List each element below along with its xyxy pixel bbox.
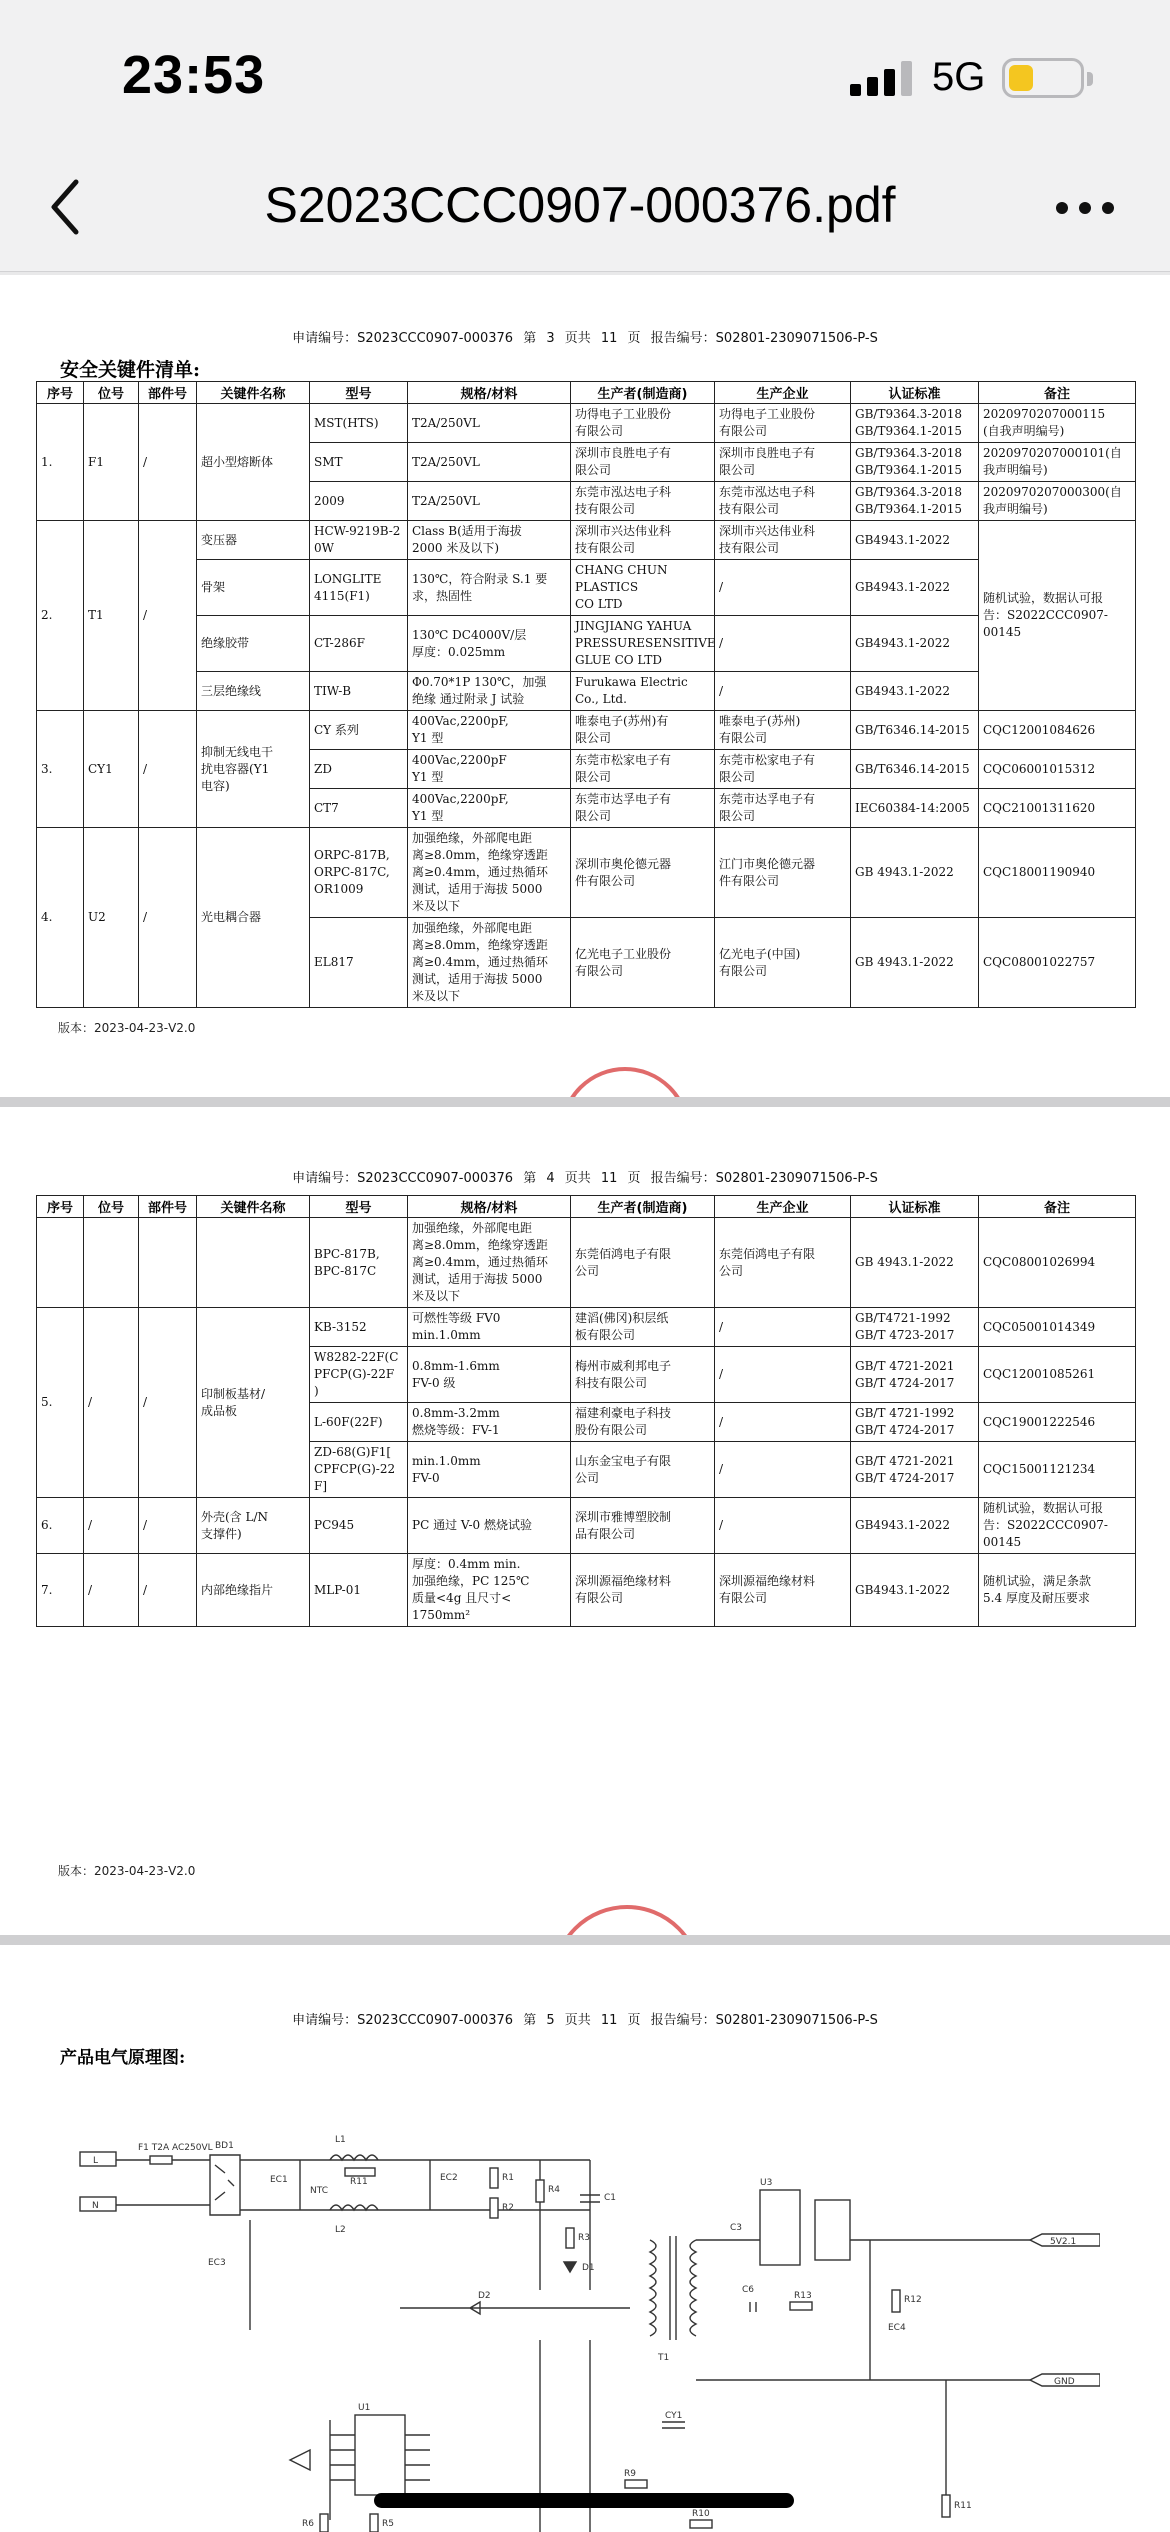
table-cell: 骨架	[197, 560, 310, 616]
table-header-cell: 备注	[979, 1196, 1136, 1218]
circuit-schematic	[70, 2040, 1100, 2532]
table-cell: GB4943.1-2022	[851, 560, 979, 616]
table-cell: Φ0.70*1P 130℃，加强 绝缘 通过附录 J 试验	[408, 672, 571, 711]
schem-label: EC1	[270, 2175, 288, 2185]
schem-label: R9	[624, 2469, 636, 2479]
table-cell: /	[715, 560, 851, 616]
table-cell: /	[715, 1308, 851, 1347]
table-cell: ZD	[310, 750, 408, 789]
table-cell: /	[715, 1442, 851, 1498]
table-cell: 2020970207000300(自 我声明编号)	[979, 482, 1136, 521]
table-cell: CY 系列	[310, 711, 408, 750]
table-cell: CQC12001084626	[979, 711, 1136, 750]
table-cell: CHANG CHUN PLASTICS CO LTD	[571, 560, 715, 616]
table-header-cell: 位号	[84, 1196, 139, 1218]
table-cell: GB/T 4721-2021 GB/T 4724-2017	[851, 1442, 979, 1498]
table-cell: TIW-B	[310, 672, 408, 711]
page-header: 申请编号：S2023CCC0907-000376 第 5 页共 11 页 报告编号：S02801-2309071506-P-S	[292, 2013, 878, 2028]
table-cell: T2A/250VL	[408, 482, 571, 521]
table-cell: /	[139, 1498, 197, 1554]
table-cell: 加强绝缘，外部爬电距 离≥8.0mm，绝缘穿透距 离≥0.4mm，通过热循环 测试，适用于海拔 5000 米及以下	[408, 828, 571, 918]
table-cell: 深圳市兴达伟业科 技有限公司	[571, 521, 715, 560]
table-cell: GB 4943.1-2022	[851, 918, 979, 1008]
table-cell: GB/T6346.14-2015	[851, 750, 979, 789]
table-cell: GB4943.1-2022	[851, 616, 979, 672]
table-cell: 加强绝缘，外部爬电距 离≥8.0mm，绝缘穿透距 离≥0.4mm，通过热循环 测试，适用于海拔 5000 米及以下	[408, 918, 571, 1008]
table-header-cell: 部件号	[139, 382, 197, 404]
table-cell	[37, 1218, 84, 1308]
schem-label: N	[92, 2201, 99, 2211]
table-cell: 变压器	[197, 521, 310, 560]
table-cell: 外壳(含 L/N 支撑件)	[197, 1498, 310, 1554]
table-cell: 深圳市雅博塑胶制 品有限公司	[571, 1498, 715, 1554]
page-header: 申请编号：S2023CCC0907-000376 第 4 页共 11 页 报告编号：S02801-2309071506-P-S	[292, 1171, 878, 1186]
table-cell: 3.	[37, 711, 84, 828]
table-cell: 0.8mm-3.2mm 燃烧等级：FV-1	[408, 1403, 571, 1442]
table-cell: L-60F(22F)	[310, 1403, 408, 1442]
table-cell: CQC21001311620	[979, 789, 1136, 828]
schem-label: U1	[358, 2403, 371, 2413]
home-indicator	[374, 2493, 794, 2508]
table-cell: 福建利豪电子科技 股份有限公司	[571, 1403, 715, 1442]
table-cell: 400Vac,2200pF, Y1 型	[408, 711, 571, 750]
schem-label: R11	[954, 2501, 972, 2511]
table-cell: 2.	[37, 521, 84, 711]
schem-label: R6	[302, 2519, 314, 2529]
schem-label: CY1	[665, 2411, 683, 2421]
table-cell: W8282-22F(C PFCP(G)-22F )	[310, 1347, 408, 1403]
fuse-symbol	[150, 2156, 172, 2164]
section-title: 产品电气原理图:	[60, 2048, 186, 2068]
table-cell: GB4943.1-2022	[851, 1498, 979, 1554]
more-dot-icon	[1102, 202, 1114, 214]
table-cell	[197, 1218, 310, 1308]
table-cell: 东莞市泓达电子科 技有限公司	[715, 482, 851, 521]
table-cell: T2A/250VL	[408, 404, 571, 443]
table-cell: GB/T6346.14-2015	[851, 711, 979, 750]
page-separator	[0, 1097, 1170, 1107]
table-cell: JINGJIANG YAHUA PRESSURESENSITIVE GLUE CO LTD	[571, 616, 715, 672]
table-header-cell: 生产企业	[715, 382, 851, 404]
table-cell: 2009	[310, 482, 408, 521]
table-header-cell: 部件号	[139, 1196, 197, 1218]
table-cell: 加强绝缘，外部爬电距 离≥8.0mm，绝缘穿透距 离≥0.4mm，通过热循环 测试，适用于海拔 5000 米及以下	[408, 1218, 571, 1308]
table-header-cell: 规格/材料	[408, 382, 571, 404]
table-cell: 深圳源福绝缘材料 有限公司	[715, 1554, 851, 1627]
table-cell: EL817	[310, 918, 408, 1008]
table-cell: HCW-9219B-2 0W	[310, 521, 408, 560]
schem-label: EC4	[888, 2323, 906, 2333]
table-cell: 印制板基材/ 成品板	[197, 1308, 310, 1498]
table-cell: GB4943.1-2022	[851, 521, 979, 560]
table-header-cell: 认证标准	[851, 1196, 979, 1218]
more-dot-icon	[1056, 202, 1068, 214]
table-header-cell: 备注	[979, 382, 1136, 404]
table-cell	[84, 1218, 139, 1308]
table-cell: CQC08001022757	[979, 918, 1136, 1008]
table-cell: MLP-01	[310, 1554, 408, 1627]
table-cell: SMT	[310, 443, 408, 482]
status-time: 23:53	[122, 45, 266, 105]
table-cell: 东莞佰鸿电子有限 公司	[715, 1218, 851, 1308]
document-title: S2023CCC0907-000376.pdf	[264, 177, 896, 233]
table-cell: 亿光电子(中国) 有限公司	[715, 918, 851, 1008]
schem-label: 5V2.1	[1050, 2237, 1077, 2247]
schem-label: R12	[904, 2295, 922, 2305]
table-cell: /	[139, 828, 197, 1008]
table-header-cell: 型号	[310, 382, 408, 404]
table-cell: 东莞市松家电子有 限公司	[715, 750, 851, 789]
table-cell: 超小型熔断体	[197, 404, 310, 521]
table-header-cell: 关键件名称	[197, 382, 310, 404]
table-cell: 1.	[37, 404, 84, 521]
table-cell: 厚度：0.4mm min. 加强绝缘，PC 125℃ 质量<4g 且尺寸< 1750mm²	[408, 1554, 571, 1627]
table-cell: /	[84, 1554, 139, 1627]
schem-label: NTC	[310, 2186, 328, 2196]
table-cell: PC945	[310, 1498, 408, 1554]
schem-label: C6	[742, 2285, 755, 2295]
schem-label: R4	[548, 2185, 560, 2195]
table-cell: GB/T9364.3-2018 GB/T9364.1-2015	[851, 482, 979, 521]
table-cell: min.1.0mm FV-0	[408, 1442, 571, 1498]
network-label: 5G	[932, 55, 986, 99]
table-header-cell: 型号	[310, 1196, 408, 1218]
table-header-cell: 关键件名称	[197, 1196, 310, 1218]
table-header-cell: 认证标准	[851, 382, 979, 404]
schem-label: L1	[335, 2135, 346, 2145]
table-cell: Furukawa Electric Co., Ltd.	[571, 672, 715, 711]
table-cell: 三层绝缘线	[197, 672, 310, 711]
schem-label: EC3	[208, 2258, 226, 2268]
table-cell: GB4943.1-2022	[851, 1554, 979, 1627]
table-cell: 东莞市达孚电子有 限公司	[571, 789, 715, 828]
pdf-page-3[interactable]	[0, 275, 1170, 1100]
table-cell: 4.	[37, 828, 84, 1008]
table-cell: GB/T9364.3-2018 GB/T9364.1-2015	[851, 404, 979, 443]
table-cell: 山东金宝电子有限 公司	[571, 1442, 715, 1498]
table-cell: 内部绝缘指片	[197, 1554, 310, 1627]
table-cell: /	[139, 1308, 197, 1498]
table-cell: 可燃性等级 FV0 min.1.0mm	[408, 1308, 571, 1347]
table-cell: T2A/250VL	[408, 443, 571, 482]
page-separator	[0, 1935, 1170, 1945]
schem-label: EC2	[440, 2173, 458, 2183]
nav-bar	[0, 150, 1170, 272]
table-cell: GB 4943.1-2022	[851, 1218, 979, 1308]
table-cell: /	[139, 404, 197, 521]
table-cell: 深圳市良胜电子有 限公司	[571, 443, 715, 482]
schem-label: F1 T2A AC250VL	[138, 2143, 213, 2153]
components-table	[36, 381, 1136, 1008]
table-header-cell: 位号	[84, 382, 139, 404]
schem-label: R1	[502, 2173, 514, 2183]
table-cell: BPC-817B, BPC-817C	[310, 1218, 408, 1308]
table-cell: 功得电子工业股份 有限公司	[571, 404, 715, 443]
table-cell: 深圳源福绝缘材料 有限公司	[571, 1554, 715, 1627]
table-cell: 7.	[37, 1554, 84, 1627]
table-cell: ZD-68(G)F1[ CPFCP(G)-22 F]	[310, 1442, 408, 1498]
table-cell: CQC05001014349	[979, 1308, 1136, 1347]
table-cell: CQC08001026994	[979, 1218, 1136, 1308]
table-cell: F1	[84, 404, 139, 521]
schem-label: GND	[1054, 2377, 1075, 2387]
schem-label: R2	[502, 2203, 514, 2213]
table-cell: /	[715, 1347, 851, 1403]
table-cell: GB/T 4721-2021 GB/T 4724-2017	[851, 1347, 979, 1403]
table-cell: /	[139, 711, 197, 828]
table-cell: /	[84, 1498, 139, 1554]
table-header-cell: 生产者(制造商)	[571, 1196, 715, 1218]
table-cell: 130℃，符合附录 S.1 要 求，热固性	[408, 560, 571, 616]
table-cell: /	[139, 1554, 197, 1627]
section-title: 安全关键件清单:	[60, 359, 201, 381]
table-header-cell: 生产企业	[715, 1196, 851, 1218]
table-cell: T1	[84, 521, 139, 711]
table-cell: 东莞市泓达电子科 技有限公司	[571, 482, 715, 521]
schem-label: R5	[382, 2519, 394, 2529]
table-cell: GB4943.1-2022	[851, 672, 979, 711]
table-cell: /	[139, 521, 197, 711]
schem-label: D1	[582, 2263, 595, 2273]
table-cell: 建滔(佛冈)积层纸 板有限公司	[571, 1308, 715, 1347]
chevron-left-icon	[42, 172, 98, 242]
red-seal-stamp	[560, 1067, 690, 1100]
table-cell: 2020970207000101(自 我声明编号)	[979, 443, 1136, 482]
signal-icon	[850, 60, 914, 96]
table-cell: 深圳市奥伦德元器 件有限公司	[571, 828, 715, 918]
table-cell: CT-286F	[310, 616, 408, 672]
table-cell: 亿光电子工业股份 有限公司	[571, 918, 715, 1008]
table-cell: 5.	[37, 1308, 84, 1498]
version-label: 版本：2023-04-23-V2.0	[58, 1864, 196, 1878]
more-dot-icon	[1079, 202, 1091, 214]
schem-label: C1	[604, 2193, 617, 2203]
table-cell: 6.	[37, 1498, 84, 1554]
table-cell: CY1	[84, 711, 139, 828]
schem-label: C3	[730, 2223, 743, 2233]
table-cell: ORPC-817B, ORPC-817C, OR1009	[310, 828, 408, 918]
table-cell: 唯泰电子(苏州)有 限公司	[571, 711, 715, 750]
table-cell: CQC19001222546	[979, 1403, 1136, 1442]
table-cell: 深圳市兴达伟业科 技有限公司	[715, 521, 851, 560]
table-cell: Class B(适用于海拔 2000 米及以下)	[408, 521, 571, 560]
schem-label: T1	[658, 2353, 670, 2363]
schem-label: R11	[350, 2177, 368, 2187]
red-seal-stamp	[552, 1905, 702, 1935]
table-cell: U2	[84, 828, 139, 1008]
table-cell: GB/T 4721-1992 GB/T 4724-2017	[851, 1403, 979, 1442]
schem-label: R13	[794, 2291, 812, 2301]
table-header-cell: 生产者(制造商)	[571, 382, 715, 404]
table-cell: /	[715, 1403, 851, 1442]
status-bar	[0, 0, 1170, 150]
table-cell: 唯泰电子(苏州) 有限公司	[715, 711, 851, 750]
table-cell: IEC60384-14:2005	[851, 789, 979, 828]
table-cell: /	[84, 1308, 139, 1498]
table-header-cell: 序号	[37, 382, 84, 404]
table-cell: CQC12001085261	[979, 1347, 1136, 1403]
table-cell: 随机试验，数据认可报 告：S2022CCC0907- 00145	[979, 521, 1136, 711]
table-cell: /	[715, 672, 851, 711]
schem-label: D2	[478, 2291, 491, 2301]
version-label: 版本：2023-04-23-V2.0	[58, 1021, 196, 1035]
table-cell: 400Vac,2200pF, Y1 型	[408, 789, 571, 828]
table-cell: 东莞市松家电子有 限公司	[571, 750, 715, 789]
table-cell: 东莞市达孚电子有 限公司	[715, 789, 851, 828]
table-cell: GB/T4721-1992 GB/T 4723-2017	[851, 1308, 979, 1347]
table-cell: CQC15001121234	[979, 1442, 1136, 1498]
pdf-page-5[interactable]	[0, 1945, 1170, 2532]
table-header-cell: 规格/材料	[408, 1196, 571, 1218]
table-cell: CQC18001190940	[979, 828, 1136, 918]
table-cell: KB-3152	[310, 1308, 408, 1347]
table-cell: 江门市奥伦德元器 件有限公司	[715, 828, 851, 918]
table-cell: LONGLITE 4115(F1)	[310, 560, 408, 616]
table-cell: 深圳市良胜电子有 限公司	[715, 443, 851, 482]
table-cell: GB/T9364.3-2018 GB/T9364.1-2015	[851, 443, 979, 482]
table-cell: /	[715, 616, 851, 672]
table-cell: 东莞佰鸿电子有限 公司	[571, 1218, 715, 1308]
pdf-page-4[interactable]	[0, 1107, 1170, 1935]
table-cell: 2020970207000115 (自我声明编号)	[979, 404, 1136, 443]
table-cell: 400Vac,2200pF Y1 型	[408, 750, 571, 789]
battery-icon	[1002, 58, 1084, 98]
schem-label: R10	[692, 2509, 710, 2519]
page-header: 申请编号：S2023CCC0907-000376 第 3 页共 11 页 报告编号：S02801-2309071506-P-S	[292, 331, 878, 346]
table-cell: 光电耦合器	[197, 828, 310, 1008]
table-cell: 随机试验，数据认可报 告：S2022CCC0907- 00145	[979, 1498, 1136, 1554]
table-cell: 绝缘胶带	[197, 616, 310, 672]
table-cell: PC 通过 V-0 燃烧试验	[408, 1498, 571, 1554]
schem-label: L2	[335, 2225, 346, 2235]
table-cell: GB 4943.1-2022	[851, 828, 979, 918]
schem-label: U3	[760, 2178, 773, 2188]
table-cell: 功得电子工业股份 有限公司	[715, 404, 851, 443]
schem-label: BD1	[215, 2141, 234, 2151]
table-cell: 0.8mm-1.6mm FV-0 级	[408, 1347, 571, 1403]
table-cell: CQC06001015312	[979, 750, 1136, 789]
more-button[interactable]	[1050, 188, 1120, 228]
table-cell: 130℃ DC4000V/层 厚度：0.025mm	[408, 616, 571, 672]
table-cell: 抑制无线电干 扰电容器(Y1 电容)	[197, 711, 310, 828]
schem-label: L	[93, 2156, 99, 2166]
components-table	[36, 1195, 1136, 1627]
table-cell: 梅州市威利邦电子 科技有限公司	[571, 1347, 715, 1403]
table-cell	[139, 1218, 197, 1308]
table-cell: 随机试验，满足条款 5.4 厚度及耐压要求	[979, 1554, 1136, 1627]
table-cell: MST(HTS)	[310, 404, 408, 443]
table-header-cell: 序号	[37, 1196, 84, 1218]
back-button[interactable]	[42, 172, 98, 242]
table-cell: CT7	[310, 789, 408, 828]
table-cell: /	[715, 1498, 851, 1554]
schem-label: R3	[578, 2233, 590, 2243]
